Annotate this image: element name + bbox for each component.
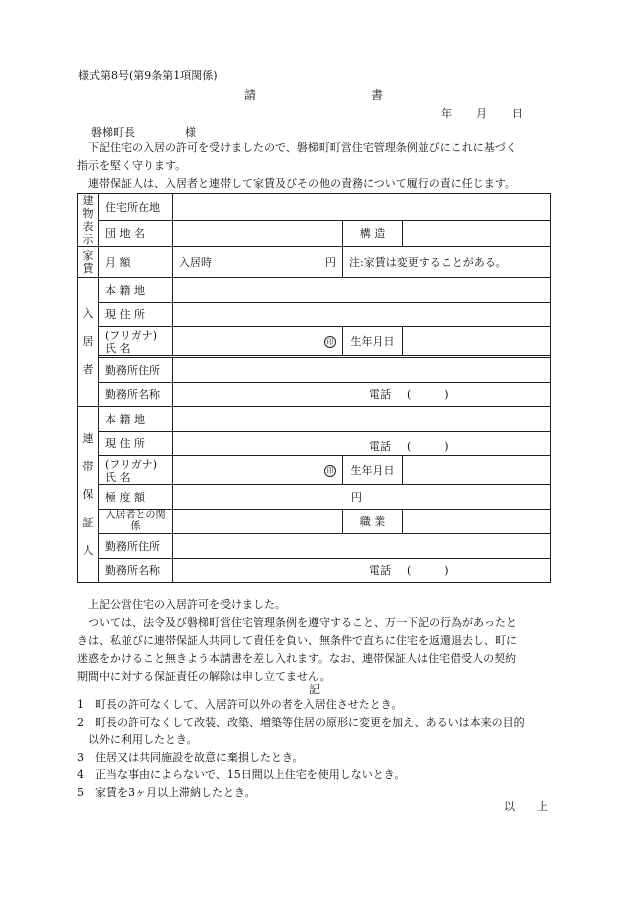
guarantor-domicile-field[interactable] bbox=[173, 407, 551, 432]
rent-yen-unit: 円 bbox=[325, 256, 336, 269]
body-line-4: 迷惑をかけること無きよう本請書を差し入れます。なお、連帯保証人は住宅借受人の契約 bbox=[77, 652, 517, 665]
notes-item-5: 5 家賃を3ヶ月以上滞納したとき。 bbox=[77, 785, 256, 799]
body-line-1: 上記公営住宅の入居許可を受けました。 bbox=[88, 598, 286, 611]
resident-address-label: 現 住 所 bbox=[99, 302, 173, 327]
resident-fullname-label: 氏 名 bbox=[105, 342, 131, 353]
date-year: 年 bbox=[441, 107, 452, 120]
notes-item-3: 3 住居又は共同施設を故意に棄損したとき。 bbox=[77, 750, 304, 764]
guarantor-name-field[interactable] bbox=[173, 456, 343, 485]
guarantor-phone-label: 電話 bbox=[369, 564, 391, 578]
notes-heading: 記 bbox=[309, 683, 320, 696]
relationship-field[interactable] bbox=[173, 509, 343, 534]
title-left-char: 請 bbox=[244, 88, 257, 102]
guarantor-phone-parens: ( ) bbox=[407, 564, 449, 578]
body-paragraph bbox=[77, 596, 549, 686]
closing-left-char: 以 bbox=[504, 800, 515, 813]
guarantor-group-label: 連帯保証人 bbox=[78, 407, 99, 583]
complex-name-field[interactable] bbox=[173, 220, 343, 247]
limit-amount-label: 極 度 額 bbox=[99, 485, 173, 510]
rent-group-label: 家賃 bbox=[78, 247, 99, 278]
resident-birth-label: 生年月日 bbox=[343, 327, 403, 356]
housing-location-label: 住宅所在地 bbox=[99, 194, 173, 221]
closing-right-char: 上 bbox=[537, 800, 548, 813]
building-group-label: 建物表示 bbox=[78, 194, 99, 247]
complex-name-text: 団 地 名 bbox=[105, 227, 145, 241]
body-line-2: ついては、法令及び磐梯町営住宅管理条例を遵守すること、万一下記の行為があったと bbox=[88, 616, 517, 629]
application-form-table bbox=[77, 193, 551, 583]
honorific: 様 bbox=[185, 126, 196, 139]
resident-phone-label: 電話 bbox=[369, 388, 391, 402]
form-number: 様式第8号(第9条第1項関係) bbox=[78, 69, 218, 82]
rent-note: 注:家賃は変更することがある。 bbox=[343, 247, 551, 278]
guarantor-furigana-label: (フリガナ) bbox=[105, 458, 158, 471]
resident-workplace-name-field[interactable] bbox=[173, 382, 551, 407]
housing-location-field[interactable] bbox=[173, 194, 551, 221]
guarantor-workplace-name-field[interactable] bbox=[173, 558, 551, 583]
resident-birth-field[interactable] bbox=[403, 327, 551, 356]
guarantor-birth-field[interactable] bbox=[403, 456, 551, 485]
guarantor-address-phone-label: 電話 bbox=[369, 440, 391, 454]
resident-workplace-name-label: 勤務所名称 bbox=[99, 382, 173, 407]
intro-line-3: 連帯保証人は、入居者と連帯して家賃及びその他の責務について履行の責に任じます。 bbox=[88, 177, 516, 190]
resident-domicile-label: 本 籍 地 bbox=[99, 278, 173, 303]
guarantor-workplace-name-label: 勤務所名称 bbox=[99, 558, 173, 583]
limit-yen-unit: 円 bbox=[351, 490, 362, 504]
intro-line-1: 下記住宅の入居の許可を受けましたので、磐梯町町営住宅管理条例並びにこれに基づく bbox=[88, 141, 517, 154]
notes-item-1: 1 町長の許可なくして、入居許可以外の者を入居住させたとき。 bbox=[77, 698, 403, 711]
body-line-3: きは、私並びに連帯保証人共同して責任を負い、無条件で直ちに住宅を返還退去し、町に bbox=[77, 634, 517, 647]
resident-workplace-address-label: 勤務所住所 bbox=[99, 358, 173, 383]
date-month: 月 bbox=[476, 107, 487, 120]
limit-amount-field[interactable] bbox=[173, 485, 551, 510]
notes-list bbox=[77, 696, 549, 801]
notes-item-2: 2 町長の許可なくして改装、改築、増築等住居の原形に変更を加え、あるいは本来の目的 bbox=[77, 715, 525, 729]
guarantor-fullname-label: 氏 名 bbox=[105, 471, 131, 482]
resident-name-label bbox=[99, 327, 173, 356]
notes-item-4: 4 正当な事由によらないで、15日間以上住宅を使用しないとき。 bbox=[77, 768, 406, 781]
resident-workplace-address-field[interactable] bbox=[173, 358, 551, 383]
structure-label: 構 造 bbox=[343, 220, 403, 247]
seal-mark: 印 bbox=[324, 336, 336, 348]
guarantor-name-label bbox=[99, 456, 173, 485]
seal-mark: 印 bbox=[324, 465, 336, 477]
resident-domicile-field[interactable] bbox=[173, 278, 551, 303]
resident-address-field[interactable] bbox=[173, 302, 551, 327]
intro-paragraph bbox=[77, 139, 549, 193]
addressee: 磐梯町長 bbox=[91, 126, 135, 139]
relationship-label: 入居者との関係 bbox=[99, 509, 173, 534]
structure-field[interactable] bbox=[403, 220, 551, 247]
rent-amount-field[interactable] bbox=[173, 247, 343, 278]
complex-name-label bbox=[99, 220, 173, 247]
guarantor-birth-label: 生年月日 bbox=[343, 456, 403, 485]
guarantor-address-label: 現 住 所 bbox=[99, 431, 173, 456]
date-day: 日 bbox=[512, 107, 523, 120]
at-move-in-label: 入居時 bbox=[179, 256, 212, 269]
guarantor-workplace-address-field[interactable] bbox=[173, 534, 551, 559]
resident-furigana-label: (フリガナ) bbox=[105, 329, 158, 342]
monthly-amount-label: 月 額 bbox=[99, 247, 173, 278]
occupation-label: 職 業 bbox=[343, 509, 403, 534]
body-line-5: 期間中に対する保証責任の解除は申し立てません。 bbox=[77, 670, 331, 683]
guarantor-address-field[interactable] bbox=[173, 431, 551, 456]
guarantor-workplace-address-label: 勤務所住所 bbox=[99, 534, 173, 559]
notes-item-2-cont: 以外に利用したとき。 bbox=[77, 733, 198, 746]
resident-group-label: 入居者 bbox=[78, 278, 99, 407]
guarantor-address-phone-parens: ( ) bbox=[407, 440, 449, 454]
occupation-field[interactable] bbox=[403, 509, 551, 534]
title-right-char: 書 bbox=[371, 88, 384, 102]
resident-phone-parens: ( ) bbox=[407, 388, 449, 402]
resident-name-field[interactable] bbox=[173, 327, 343, 356]
intro-line-2: 指示を堅く守ります。 bbox=[77, 159, 187, 172]
guarantor-domicile-label: 本 籍 地 bbox=[99, 407, 173, 432]
